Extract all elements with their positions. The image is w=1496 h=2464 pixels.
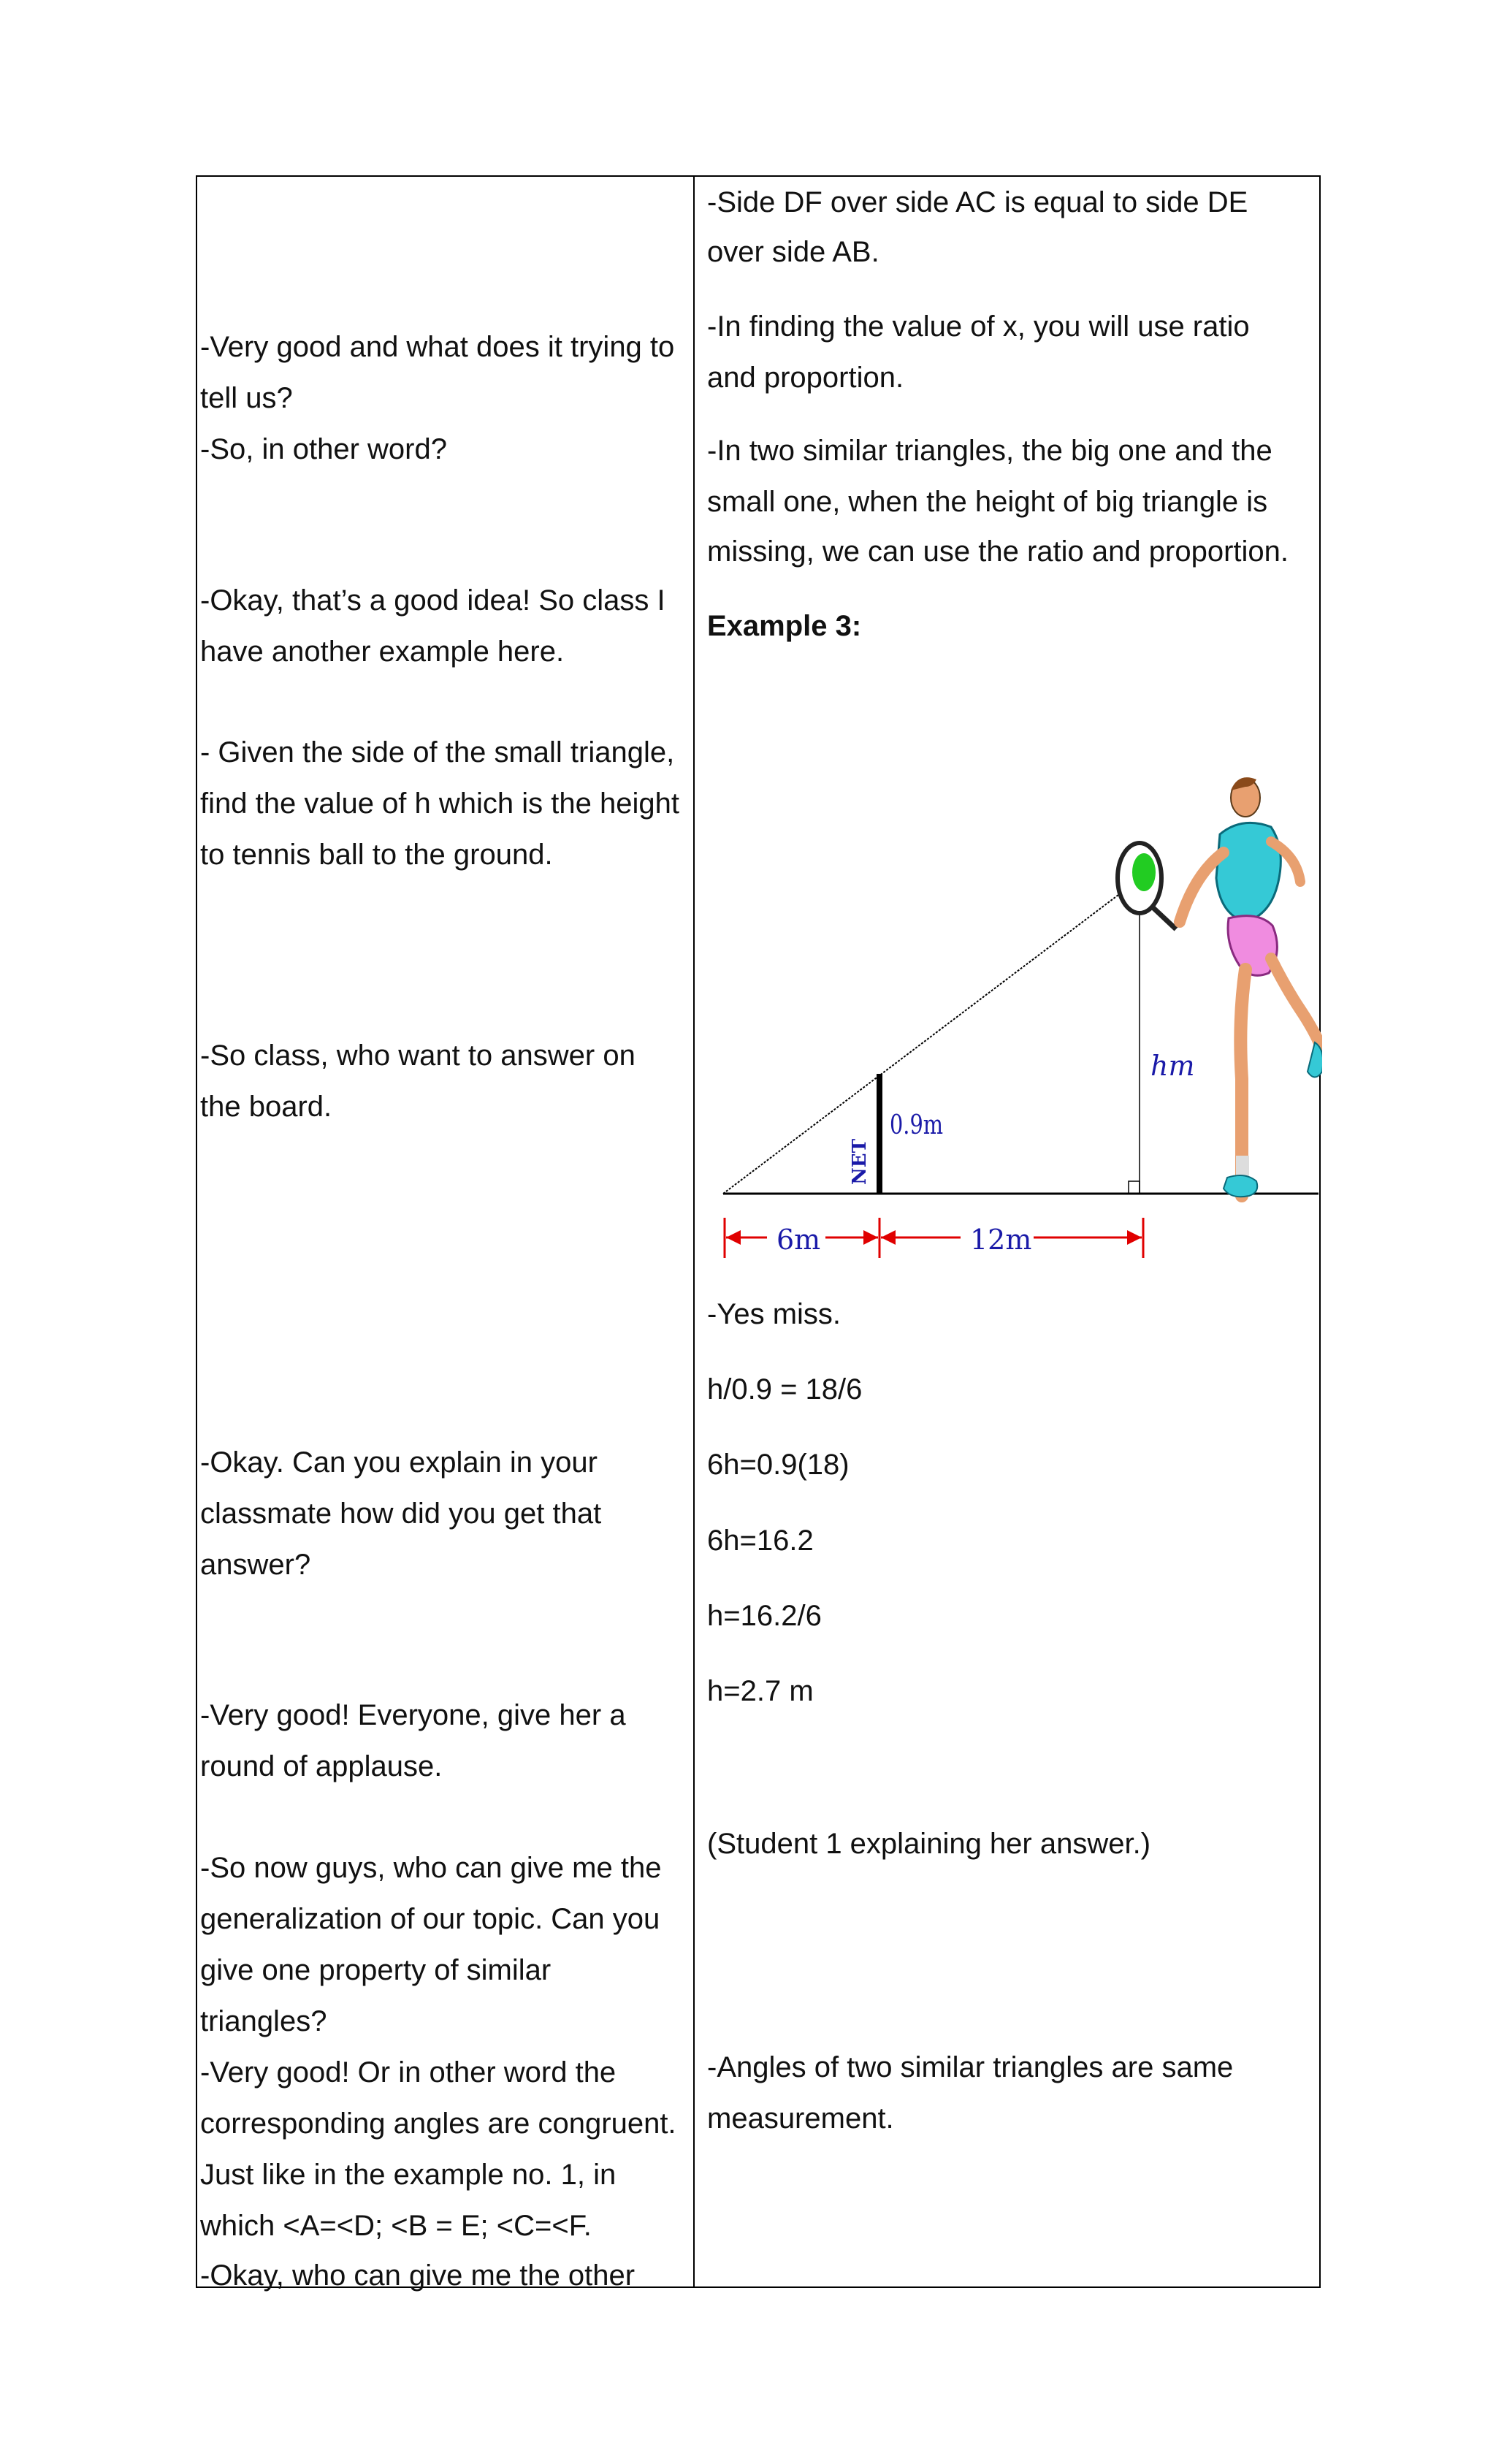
student-line: (Student 1 explaining her answer.) [707, 1828, 1151, 1860]
teacher-line: answer? [200, 1549, 311, 1581]
student-line: -In finding the value of x, you will use ratio [707, 310, 1250, 343]
teacher-line: -Okay, that’s a good idea! So class I [200, 584, 665, 617]
student-line: h/0.9 = 18/6 [707, 1373, 863, 1405]
student-line: -Yes miss. [707, 1298, 842, 1330]
teacher-line: Just like in the example no. 1, in [200, 2159, 617, 2191]
teacher-line: find the value of h which is the height [200, 787, 679, 820]
student-line: 6h=16.2 [707, 1525, 814, 1557]
base-small-label: 6m [776, 1224, 821, 1256]
student-line: over side AB. [707, 236, 879, 268]
teacher-line: -So now guys, who can give me the [200, 1852, 662, 1884]
student-line: measurement. [707, 2102, 894, 2135]
tennis-triangle-figure [709, 571, 1322, 1280]
height-label: hm [1150, 1050, 1195, 1082]
teacher-line: tell us? [200, 382, 293, 414]
student-line: 6h=0.9(18) [707, 1449, 850, 1481]
teacher-line: round of applause. [200, 1750, 443, 1782]
student-line: -In two similar triangles, the big one and the [707, 435, 1272, 467]
ball-trajectory-line [723, 893, 1121, 1194]
example-heading: Example 3: [707, 610, 862, 642]
teacher-line: to tennis ball to the ground. [200, 839, 553, 871]
dim-arrow-right [1127, 1230, 1142, 1245]
figure-svg [709, 571, 1322, 1280]
student-line: -Angles of two similar triangles are same [707, 2051, 1234, 2083]
net-post [877, 1074, 882, 1194]
teacher-line: classmate how did you get that [200, 1498, 602, 1530]
tennis-ball-icon [1132, 853, 1156, 891]
base-large-label: 12m [970, 1224, 1032, 1256]
teacher-line: which <A=<D; <B = E; <C=<F. [200, 2210, 592, 2242]
tennis-player-illustration [1118, 777, 1322, 1197]
teacher-line: the board. [200, 1091, 332, 1123]
net-label: NET [849, 1139, 871, 1185]
student-line: h=2.7 m [707, 1675, 814, 1707]
dim-arrow-right [863, 1230, 878, 1245]
teacher-line: -So, in other word? [200, 433, 447, 465]
teacher-line: generalization of our topic. Can you [200, 1903, 660, 1935]
teacher-line: give one property of similar [200, 1954, 552, 1986]
teacher-line: -Okay, who can give me the other [200, 2259, 636, 2292]
net-height-label: 0.9m [890, 1109, 944, 1140]
teacher-line: -Okay. Can you explain in your [200, 1446, 598, 1479]
student-line: missing, we can use the ratio and proportion. [707, 535, 1289, 568]
student-line: small one, when the height of big triangle is [707, 486, 1268, 518]
right-angle-marker [1129, 1181, 1140, 1194]
teacher-line: -Very good and what does it trying to [200, 331, 675, 363]
teacher-line: have another example here. [200, 636, 565, 668]
lesson-table [196, 175, 1321, 2292]
student-line: h=16.2/6 [707, 1600, 822, 1632]
teacher-line: triangles? [200, 2005, 327, 2037]
dim-arrow-left [881, 1230, 896, 1245]
teacher-line: -Very good! Or in other word the [200, 2056, 617, 2089]
teacher-line: corresponding angles are congruent. [200, 2108, 676, 2140]
column-divider [693, 177, 695, 2286]
dim-arrow-left [726, 1230, 741, 1245]
student-line: -Side DF over side AC is equal to side DE [707, 186, 1248, 218]
teacher-line: - Given the side of the small triangle, [200, 736, 675, 768]
teacher-line: -Very good! Everyone, give her a [200, 1699, 626, 1731]
student-line: and proportion. [707, 362, 904, 394]
teacher-line: -So class, who want to answer on [200, 1040, 636, 1072]
